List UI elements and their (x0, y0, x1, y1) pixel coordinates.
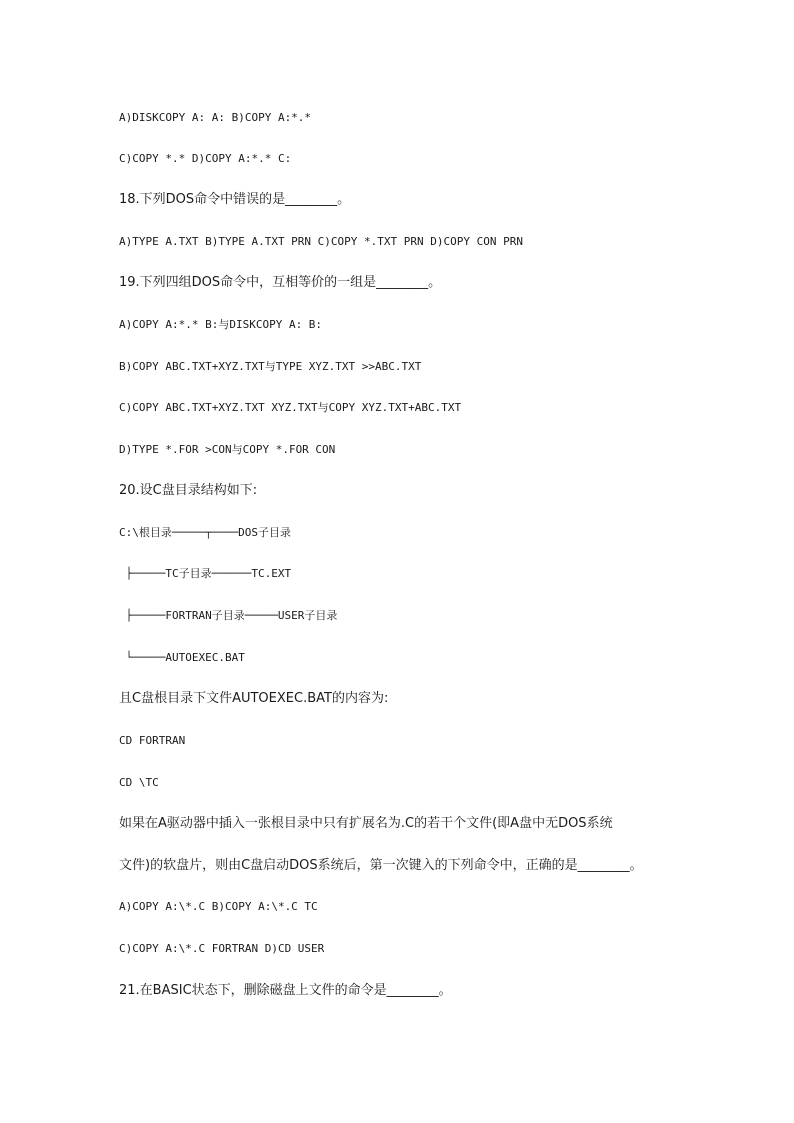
q20-options-cd: C)COPY A:\*.C FORTRAN D)CD USER (119, 942, 325, 955)
autoexec-line-2: CD \TC (119, 776, 159, 789)
q20-condition-line-1: 如果在A驱动器中插入一张根目录中只有扩展名为.C的若干个文件(即A盘中无DOS系统 (119, 816, 613, 831)
directory-tree-fortran: ├─────FORTRAN子目录─────USER子目录 (119, 609, 338, 622)
q17-options-ab: A)DISKCOPY A: A: B)COPY A:*.* (119, 111, 312, 124)
q20-autoexec-intro: 且C盘根目录下文件AUTOEXEC.BAT的内容为: (119, 691, 389, 706)
q19-option-c: C)COPY ABC.TXT+XYZ.TXT XYZ.TXT与COPY XYZ.TXT+ABC.TXT (119, 401, 462, 414)
q18-options: A)TYPE A.TXT B)TYPE A.TXT PRN C)COPY *.TXT PRN D)COPY CON PRN (119, 235, 523, 248)
directory-tree-tc: ├─────TC子目录──────TC.EXT (119, 567, 292, 580)
autoexec-line-1: CD FORTRAN (119, 734, 186, 747)
q20-options-ab: A)COPY A:\*.C B)COPY A:\*.C TC (119, 900, 318, 913)
q19-option-d: D)TYPE *.FOR >CON与COPY *.FOR CON (119, 443, 336, 456)
q19-option-a: A)COPY A:*.* B:与DISKCOPY A: B: (119, 318, 323, 331)
q20-stem: 20.设C盘目录结构如下: (119, 483, 258, 498)
q17-options-cd: C)COPY *.* D)COPY A:*.* C: (119, 152, 292, 165)
q19-option-b: B)COPY ABC.TXT+XYZ.TXT与TYPE XYZ.TXT >>ABC.TXT (119, 360, 422, 373)
q18-stem: 18.下列DOS命令中错误的是________。 (119, 192, 351, 207)
q21-stem: 21.在BASIC状态下，删除磁盘上文件的命令是________。 (119, 983, 452, 998)
directory-tree-root: C:\根目录─────┬────DOS子目录 (119, 526, 291, 539)
q20-condition-line-2: 文件)的软盘片，则由C盘启动DOS系统后，第一次键入的下列命令中，正确的是________。 (119, 858, 643, 873)
directory-tree-autoexec: └─────AUTOEXEC.BAT (119, 651, 245, 664)
q19-stem: 19.下列四组DOS命令中，互相等价的一组是________。 (119, 275, 442, 290)
